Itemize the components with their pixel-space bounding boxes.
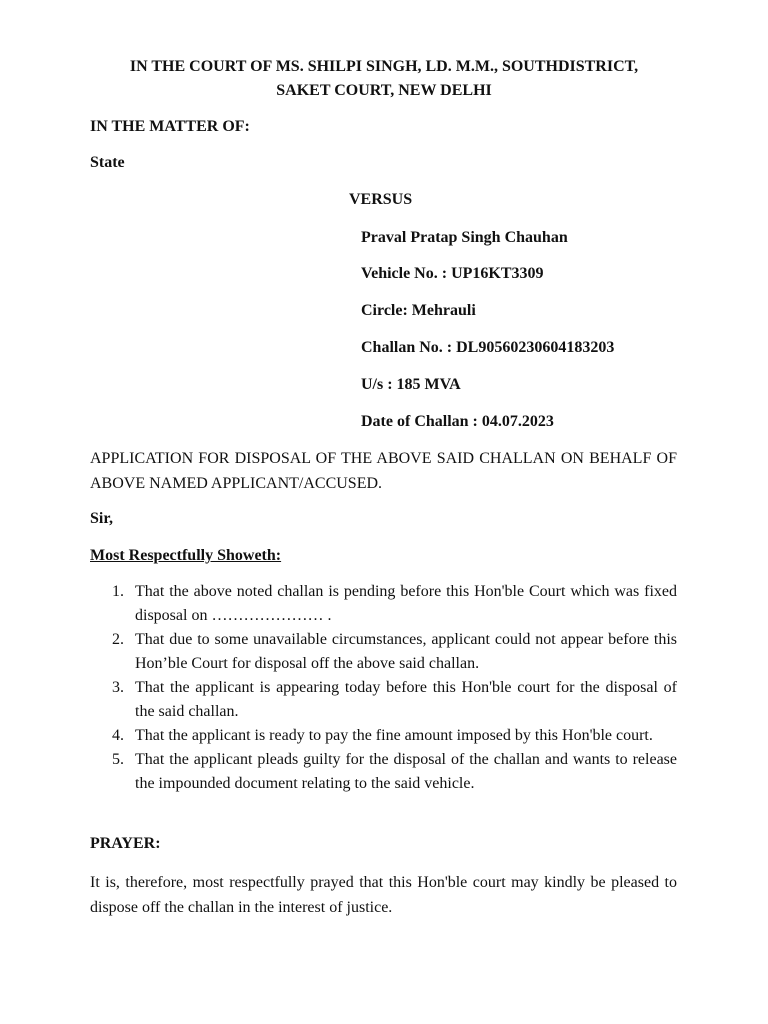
section: U/s : 185 MVA (361, 376, 461, 393)
showeth-heading: Most Respectfully Showeth: (90, 547, 282, 564)
item-number: 1. (112, 583, 124, 600)
challan-date: Date of Challan : 04.07.2023 (361, 413, 554, 430)
court-title (90, 55, 678, 103)
vehicle-number: Vehicle No. : UP16KT3309 (361, 265, 544, 282)
application-title: APPLICATION FOR DISPOSAL OF THE ABOVE SAID CHALLAN ON BEHALF OF ABOVE NAMED APPLICANT/ACCUSED. (90, 450, 677, 492)
points-list (90, 580, 677, 796)
party-state: State (90, 154, 125, 171)
item-number: 3. (112, 679, 124, 696)
list-item (90, 748, 677, 796)
item-number: 5. (112, 751, 124, 768)
list-item (90, 580, 677, 628)
item-text: That the applicant is ready to pay the fine amount imposed by this Hon'ble court. (135, 727, 653, 744)
accused-name: Praval Pratap Singh Chauhan (361, 229, 568, 246)
list-item (90, 628, 677, 676)
item-number: 4. (112, 727, 124, 744)
challan-number: Challan No. : DL90560230604183203 (361, 339, 615, 356)
salutation: Sir, (90, 510, 113, 527)
item-text: That the applicant pleads guilty for the disposal of the challan and wants to release the impounded document relating to the said vehicle. (135, 751, 677, 792)
matter-heading: IN THE MATTER OF: (90, 118, 250, 135)
item-number: 2. (112, 631, 124, 648)
item-text: That due to some unavailable circumstances, applicant could not appear before this Hon’ble Court for disposal off the above said challan. (135, 631, 677, 672)
list-item (90, 676, 677, 724)
item-text: That the above noted challan is pending before this Hon'ble Court which was fixed disposal on ………………… . (135, 583, 677, 624)
prayer-text: It is, therefore, most respectfully prayed that this Hon'ble court may kindly be pleased to dispose off the challan in the interest of justice. (90, 874, 677, 916)
circle: Circle: Mehrauli (361, 302, 476, 319)
versus-label: VERSUS (349, 191, 413, 208)
court-title-line2: SAKET COURT, NEW DELHI (276, 82, 492, 99)
list-item (90, 724, 677, 748)
item-text: That the applicant is appearing today before this Hon'ble court for the disposal of the said challan. (135, 679, 677, 720)
prayer-heading: PRAYER: (90, 835, 161, 852)
court-title-line1: IN THE COURT OF MS. SHILPI SINGH, LD. M.M., SOUTHDISTRICT, (129, 58, 639, 75)
